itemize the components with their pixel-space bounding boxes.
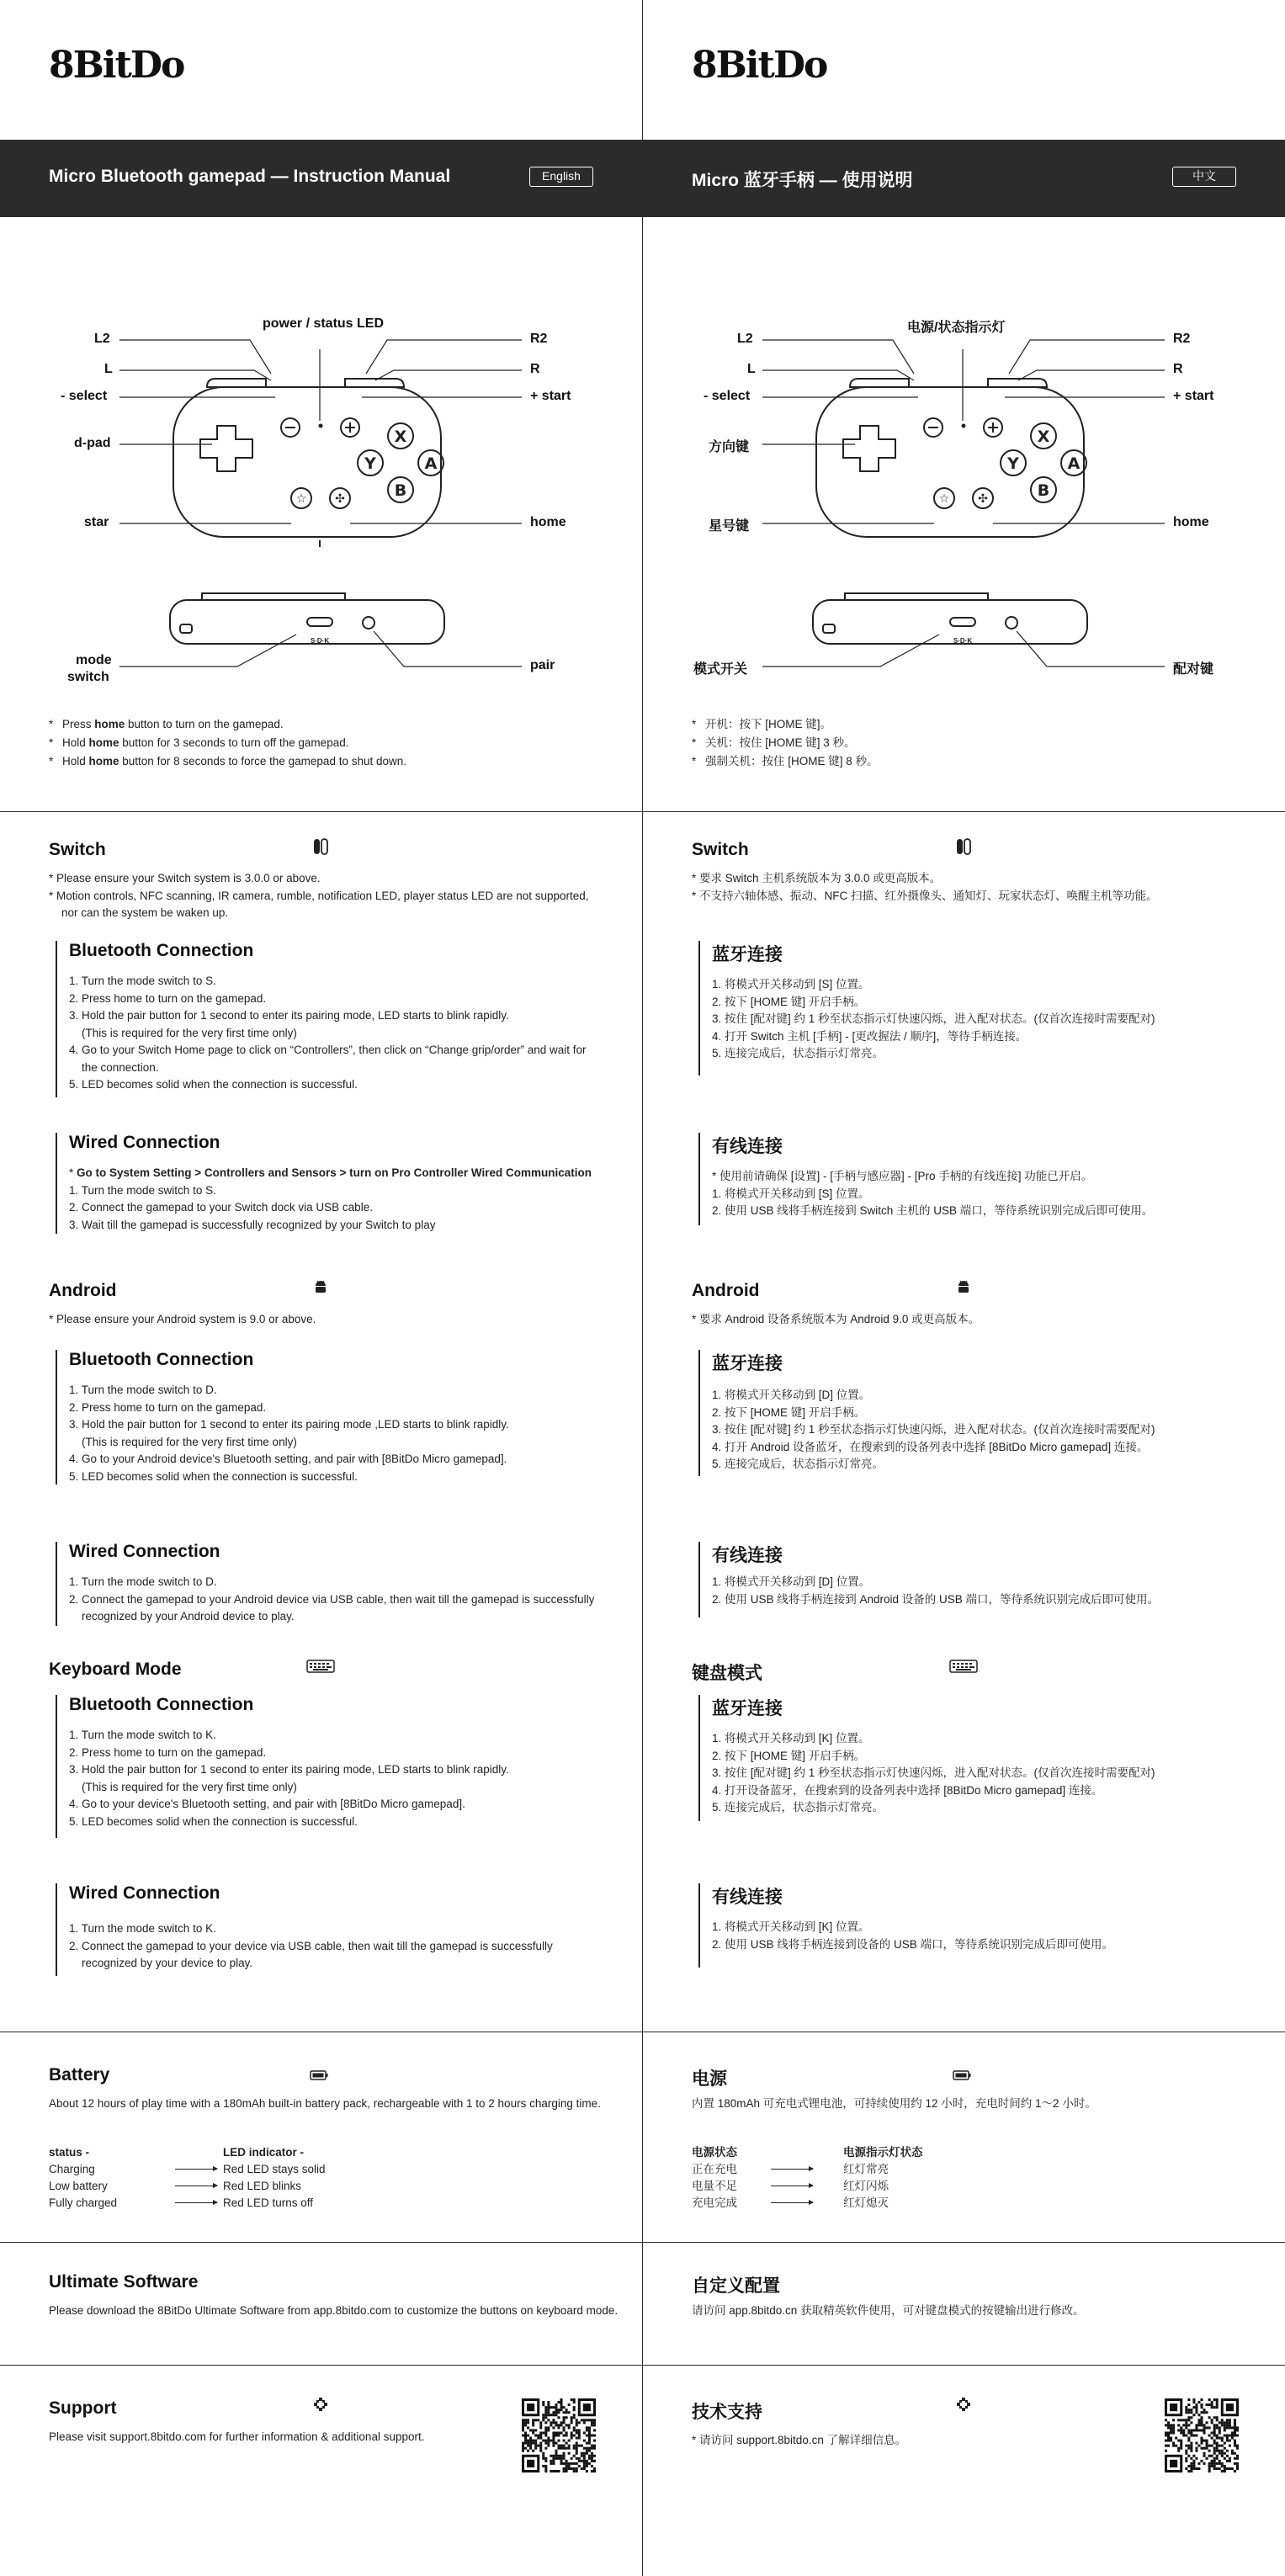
keyboard-bt-title: Bluetooth Connection [69,1695,254,1714]
android-bt-accent [56,1350,57,1485]
switch-bt-title-zh: 蓝牙连接 [712,945,783,964]
android-bt-title-zh: 蓝牙连接 [712,1354,783,1373]
software-desc-zh: 请访问 app.8bitdo.cn 获取精英软件使用，可对键盘模式的按键输出进行修改。 [692,2304,1085,2317]
label-l2: L2 [94,332,110,346]
switch-wired-title: Wired Connection [69,1133,220,1152]
language-button-english[interactable]: English [529,167,593,187]
android-icon [313,1279,328,1299]
keyboard-bt-steps-zh: 1. 将模式开关移动到 [K] 位置。 2. 按下 [HOME 键] 开启手柄。 3. 按住 [配对键] 约 1 秒至状态指示灯快速闪烁，进入配对状态。(仅首次连接时需要配对) 4. 打开设备蓝牙，在搜索到的设备列表中选择 [8BitDo Micro gamepad] 连接。 5. 连接完成后，状态指示灯常亮。 [712,1732,1155,1814]
android-note: * Please ensure your Android system is 9.0 or above. [49,1313,316,1325]
svg-text:A: A [424,454,438,473]
mode-switch-positions-zh: S·D·K [953,637,973,645]
switch-wired-steps-zh: * 使用前请确保 [设置] - [手柄与感应器] - [Pro 手柄的有线连接] 功能已开启。 1. 将模式开关移动到 [S] 位置。 2. 使用 USB 线将手柄连接到 Switch 主机的 USB 端口，等待系统识别完成后即可使用。 [712,1170,1154,1217]
label-l: L [104,362,113,376]
battery-icon-zh [953,2067,971,2085]
support-section-title: Support [49,2398,117,2418]
android-bt-steps-zh: 1. 将模式开关移动到 [D] 位置。 2. 按下 [HOME 键] 开启手柄。 3. 按住 [配对键] 约 1 秒至状态指示灯快速闪烁，进入配对状态。(仅首次连接时需要配对) 4. 打开 Android 设备蓝牙，在搜索到的设备列表中选择 [8BitDo Micro gamepad] 连接。 5. 连接完成后，状态指示灯常亮。 [712,1389,1155,1470]
controller-diagram [0,303,642,690]
label-star: star [84,515,109,529]
battery-section-title: Battery [49,2065,110,2085]
label-star-zh: 星号键 [709,519,750,534]
keyboard-icon [306,1660,335,1677]
android-wired-accent-zh [698,1542,700,1617]
label-r: R [530,362,540,376]
label-switch: switch [67,670,109,684]
android-bt-steps: 1. Turn the mode switch to D. 2. Press home to turn on the gamepad. 3. Hold the pair button for 1 second to enter its pairing mode ,LED starts to blink rapidly. (This is required for the very first time only) 4. Go to your Android device's Bluetooth setting, and pair with [8BitDo Micro gamepad]. 5. LED becomes solid when the connection is successful. [69,1384,509,1483]
label-select-zh: - select [704,389,751,403]
keyboard-wired-accent-zh [698,1883,700,1968]
brand-logo-zh: 8BitDo [692,44,827,87]
keyboard-bt-accent [56,1695,57,1838]
switch-wired-accent [56,1133,57,1234]
battery-section-title-zh: 电源 [692,2069,727,2089]
keyboard-wired-steps: 1. Turn the mode switch to K. 2. Connect the gamepad to your device via USB cable, then wait till the gamepad is successfully recognized by your device to play. [69,1922,553,1969]
switch-bt-accent [56,941,57,1097]
power-note-zh-3: * 强制关机：按住 [HOME 键] 8 秒。 [692,752,879,771]
power-note-3: * Hold home button for 8 seconds to force the gamepad to shut down. [49,752,406,771]
svg-text:A: A [1067,454,1081,473]
svg-text:☆: ☆ [295,492,307,506]
label-l2-zh: L2 [737,332,753,346]
manual-title: Micro Bluetooth gamepad — Instruction Manual [49,167,451,186]
power-notes-zh [692,715,879,771]
label-mode: mode [76,653,112,667]
keyboard-wired-steps-zh: 1. 将模式开关移动到 [K] 位置。 2. 使用 USB 线将手柄连接到设备的 USB 端口，等待系统识别完成后即可使用。 [712,1920,1114,1951]
switch-wired-accent-zh [698,1133,700,1225]
svg-text:✣: ✣ [978,492,988,506]
battery-icon [310,2067,328,2085]
android-note-zh: * 要求 Android 设备系统版本为 Android 9.0 或更高版本。 [692,1313,980,1325]
english-column: 8BitDo Micro Bluetooth gamepad — Instruction Manual English X Y A B ☆ ✣ S·D·K L2 L - select d-pad star power / status LED R2 R + start home mode switch pair * Press home button to turn on the gamepad. * Hold home button for 3 seconds to turn off the gamepad. * Hold home button for 8 seconds to force the gamepad to shut down. Switch * Please ensure your Switch system is 3.0.0 or above. * Motion controls, NFC scanning, IR camera, rumble, notification LED, player status LED are not supported, nor can the system be waken up. Bluetooth Connection 1. Turn the mode switch to S. 2. Press home to turn on the gamepad. 3. Hold the pair button for 1 second to enter its pairing mode, LED starts to blink rapidly. (This is required for the very first time only) 4. Go to your Switch Home page to click on “Controllers”, then click on “Change grip/order” and wait for the connection. 5. LED becomes solid when the connection is successful. Wired Connection * Go to System Setting > Controllers and Sensors > turn on Pro Controller Wired Communication 1. Turn the mode switch to S. 2. Connect the gamepad to your Switch dock via USB cable. 3. Wait till the gamepad is successfully recognized by your Switch to play Android * Please ensure your Android system is 9.0 or above. Bluetooth Connection 1. Turn the mode switch to D. 2. Press home to turn on the gamepad. 3. Hold the pair button for 1 second to enter its pairing mode ,LED starts to blink rapidly. (This is required for the very first time only) 4. Go to your Android device's Bluetooth setting, and pair with [8BitDo Micro gamepad]. 5. LED becomes solid when the connection is successful. Wired Connection 1. Turn the mode switch to D. 2. Connect the gamepad to your Android device via USB cable, then wait till the gamepad is successfully recognized by your Android device to play. Keyboard Mode Bluetooth Connection 1. Turn the mode switch to K. 2. Press home to turn on the gamepad. 3. Hold the pair button for 1 second to enter its pairing mode, LED starts to blink rapidly. (This is required for the very first time only) 4. Go to your device's Bluetooth setting, and pair with [8BitDo Micro gamepad]. 5. LED becomes solid when the connection is successful. Wired Connection 1. Turn the mode switch to K. 2. Connect the gamepad to your device via USB cable, then wait till the gamepad is successfully recognized by your device to play. Battery About 12 hours of play time with a 180mAh built-in battery pack, rechargeable with 1 to 2 hours charging time. status - LED indicator - Charging Red LED stays solid Low battery Red LED blinks Fully charged Red LED turns off Ultimate Software Please download the 8BitDo Ultimate Software from app.8bitdo.com to customize the buttons on keyboard mode. Support Please visit support.8bitdo.com for further information & additional support. [0,0,642,2576]
android-bt-accent-zh [698,1350,700,1476]
power-note-1: * Press home button to turn on the gamepad. [49,715,406,734]
label-l-zh: L [747,362,756,376]
power-note-2: * Hold home button for 3 seconds to turn off the gamepad. [49,734,406,752]
controller-illustration [0,303,642,690]
label-pair: pair [530,658,555,672]
keyboard-section-title: Keyboard Mode [49,1660,182,1679]
label-dpad: d-pad [74,436,111,450]
label-r-zh: R [1173,362,1183,376]
label-home: home [530,515,566,529]
keyboard-bt-title-zh: 蓝牙连接 [712,1699,783,1718]
8bitdo-dpad-logo-icon-zh [956,2397,971,2416]
title-bar [0,140,642,217]
keyboard-bt-steps: 1. Turn the mode switch to K. 2. Press home to turn on the gamepad. 3. Hold the pair button for 1 second to enter its pairing mode, LED starts to blink rapidly. (This is required for the very first time only) 4. Go to your device's Bluetooth setting, and pair with [8BitDo Micro gamepad]. 5. LED becomes solid when the connection is successful. [69,1729,509,1828]
android-icon-zh [956,1279,971,1299]
support-desc-zh: * 请访问 support.8bitdo.cn 了解详细信息。 [692,2434,907,2446]
software-section-title: Ultimate Software [49,2272,199,2292]
android-wired-steps: 1. Turn the mode switch to D. 2. Connect the gamepad to your Android device via USB cable, then wait till the gamepad is successfully recognized by your Android device to play. [69,1575,595,1623]
switch-section-title-zh: Switch [692,840,749,859]
switch-bt-title: Bluetooth Connection [69,941,254,960]
switch-joycon-icon [313,838,328,859]
support-section-title-zh: 技术支持 [692,2403,762,2422]
svg-text:Y: Y [364,454,376,473]
battery-desc-zh: 内置 180mAh 可充电式锂电池，可持续使用约 12 小时，充电时间约 1～2 小时。 [692,2097,1096,2110]
keyboard-icon-zh [949,1660,978,1677]
mode-switch-positions: S·D·K [310,637,330,645]
power-note-zh-1: * 开机：按下 [HOME 键]。 [692,715,879,734]
label-dpad-zh: 方向键 [709,440,750,454]
label-power-led-zh: 电源/状态指示灯 [907,321,1006,335]
switch-notes: * Please ensure your Switch system is 3.0.0 or above. * Motion controls, NFC scanning, IR camera, rumble, notification LED, player status LED are not supported, nor can the system be waken up. [49,872,589,919]
brand-logo: 8BitDo [49,44,184,87]
android-wired-steps-zh: 1. 将模式开关移动到 [D] 位置。 2. 使用 USB 线将手柄连接到 Android 设备的 USB 端口，等待系统识别完成后即可使用。 [712,1575,1160,1606]
label-r2: R2 [530,332,548,346]
keyboard-bt-accent-zh [698,1695,700,1821]
label-power-led: power / status LED [263,316,385,331]
svg-text:Y: Y [1007,454,1019,473]
keyboard-wired-title: Wired Connection [69,1883,220,1903]
power-note-zh-2: * 关机：按住 [HOME 键] 3 秒。 [692,734,879,752]
android-bt-title: Bluetooth Connection [69,1350,254,1369]
software-section-title-zh: 自定义配置 [692,2276,780,2296]
keyboard-section-title-zh: 键盘模式 [692,1664,762,1683]
svg-text:✣: ✣ [335,492,345,506]
label-home-zh: home [1173,515,1209,529]
keyboard-wired-title-zh: 有线连接 [712,1888,783,1907]
label-mode-zh: 模式开关 [693,662,748,677]
8bitdo-dpad-logo-icon [313,2397,328,2416]
switch-section-title: Switch [49,840,106,859]
support-qr-code-zh[interactable] [1165,2398,1239,2472]
svg-text:☆: ☆ [938,492,950,506]
label-pair-zh: 配对键 [1173,662,1214,677]
switch-bt-steps-zh: 1. 将模式开关移动到 [S] 位置。 2. 按下 [HOME 键] 开启手柄。 3. 按住 [配对键] 约 1 秒至状态指示灯快速闪烁，进入配对状态。(仅首次连接时需要配对) 4. 打开 Switch 主机 [手柄] - [更改握法 / 顺序]，等待手柄连接。 5. 连接完成后，状态指示灯常亮。 [712,978,1155,1060]
android-section-title-zh: Android [692,1281,760,1300]
svg-text:X: X [394,428,407,446]
android-wired-accent [56,1542,57,1626]
battery-desc: About 12 hours of play time with a 180mAh built-in battery pack, rechargeable with 1 to 2 hours charging time. [49,2097,601,2110]
support-qr-code[interactable] [522,2398,596,2472]
label-start: + start [530,389,571,403]
svg-text:B: B [1037,481,1050,500]
power-notes [49,715,406,771]
switch-wired-steps: * Go to System Setting > Controllers and Sensors > turn on Pro Controller Wired Communication 1. Turn the mode switch to S. 2. Connect the gamepad to your Switch dock via USB cable. 3. Wait till the gamepad is successfully recognized by your Switch to play [69,1166,592,1231]
switch-notes-zh: * 要求 Switch 主机系统版本为 3.0.0 或更高版本。 * 不支持六轴体感、振动、NFC 扫描、红外摄像头、通知灯、玩家状态灯、唤醒主机等功能。 [692,872,1158,902]
controller-diagram-zh [643,303,1285,690]
switch-bt-steps: 1. Turn the mode switch to S. 2. Press home to turn on the gamepad. 3. Hold the pair button for 1 second to enter its pairing mode, LED starts to blink rapidly. (This is required for the very first time only) 4. Go to your Switch Home page to click on “Controllers”, then click on “Change grip/order” and wait for the connection. 5. LED becomes solid when the connection is successful. [69,975,587,1091]
manual-title-zh: Micro 蓝牙手柄 — 使用说明 [692,171,913,190]
label-r2-zh: R2 [1173,332,1191,346]
switch-joycon-icon-zh [956,838,971,859]
support-desc: Please visit support.8bitdo.com for further information & additional support. [49,2430,425,2443]
android-section-title: Android [49,1281,117,1300]
android-wired-title-zh: 有线连接 [712,1546,783,1565]
svg-text:B: B [394,481,407,500]
controller-illustration-zh [643,303,1285,690]
software-desc: Please download the 8BitDo Ultimate Software from app.8bitdo.com to customize the buttons on keyboard mode. [49,2304,619,2317]
chinese-column: 8BitDo Micro 蓝牙手柄 — 使用说明 中文 X Y A B ☆ ✣ S·D·K L2 L - select 方向键 星号键 电源/状态指示灯 R2 R + start home 模式开关 配对键 * 开机：按下 [HOME 键]。 * 关机：按住 [HOME 键] 3 秒。 * 强制关机：按住 [HOME 键] 8 秒。 Switch * 要求 Switch 主机系统版本为 3.0.0 或更高版本。 * 不支持六轴体感、振动、NFC 扫描、红外摄像头、通知灯、玩家状态灯、唤醒主机等功能。 蓝牙连接 1. 将模式开关移动到 [S] 位置。 2. 按下 [HOME 键] 开启手柄。 3. 按住 [配对键] 约 1 秒至状态指示灯快速闪烁，进入配对状态。(仅首次连接时需要配对) 4. 打开 Switch 主机 [手柄] - [更改握法 / 顺序]，等待手柄连接。 5. 连接完成后，状态指示灯常亮。 有线连接 * 使用前请确保 [设置] - [手柄与感应器] - [Pro 手柄的有线连接] 功能已开启。 1. 将模式开关移动到 [S] 位置。 2. 使用 USB 线将手柄连接到 Switch 主机的 USB 端口，等待系统识别完成后即可使用。 Android * 要求 Android 设备系统版本为 Android 9.0 或更高版本。 蓝牙连接 1. 将模式开关移动到 [D] 位置。 2. 按下 [HOME 键] 开启手柄。 3. 按住 [配对键] 约 1 秒至状态指示灯快速闪烁，进入配对状态。(仅首次连接时需要配对) 4. 打开 Android 设备蓝牙，在搜索到的设备列表中选择 [8BitDo Micro gamepad] 连接。 5. 连接完成后，状态指示灯常亮。 有线连接 1. 将模式开关移动到 [D] 位置。 2. 使用 USB 线将手柄连接到 Android 设备的 USB 端口，等待系统识别完成后即可使用。 键盘模式 蓝牙连接 1. 将模式开关移动到 [K] 位置。 2. 按下 [HOME 键] 开启手柄。 3. 按住 [配对键] 约 1 秒至状态指示灯快速闪烁，进入配对状态。(仅首次连接时需要配对) 4. 打开设备蓝牙，在搜索到的设备列表中选择 [8BitDo Micro gamepad] 连接。 5. 连接完成后，状态指示灯常亮。 有线连接 1. 将模式开关移动到 [K] 位置。 2. 使用 USB 线将手柄连接到设备的 USB 端口，等待系统识别完成后即可使用。 电源 内置 180mAh 可充电式锂电池，可持续使用约 12 小时，充电时间约 1～2 小时。 电源状态 电源指示灯状态 正在充电 红灯常亮 电量不足 红灯闪烁 充电完成 红灯熄灭 自定义配置 请访问 app.8bitdo.cn 获取精英软件使用，可对键盘模式的按键输出进行修改。 技术支持 * 请访问 support.8bitdo.cn 了解详细信息。 [643,0,1285,2576]
label-select: - select [61,389,108,403]
android-wired-title: Wired Connection [69,1542,220,1561]
language-button-chinese[interactable]: 中文 [1172,167,1236,187]
switch-wired-title-zh: 有线连接 [712,1137,783,1156]
switch-bt-accent-zh [698,941,700,1076]
svg-text:X: X [1037,428,1050,446]
keyboard-wired-accent [56,1883,57,1976]
label-start-zh: + start [1173,389,1214,403]
title-bar-zh [643,140,1285,217]
